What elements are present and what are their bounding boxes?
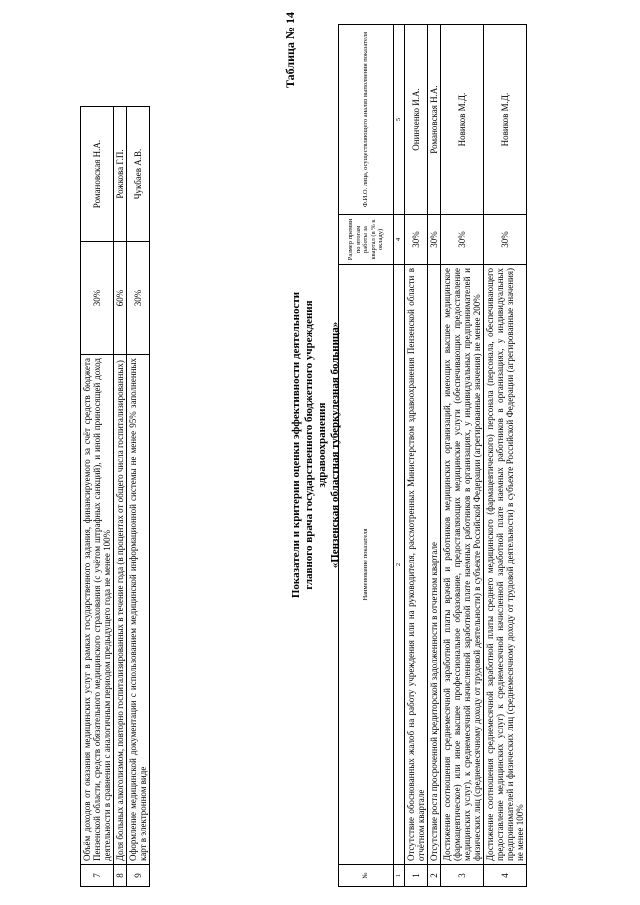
heading-line: главного врача государственного бюджетного учреждения здравоохранения — [303, 300, 328, 590]
col-number: 1 — [394, 865, 405, 887]
table-row — [127, 107, 150, 887]
column-number-row — [394, 25, 405, 887]
responsible-person: Романовская Н.А. — [427, 25, 440, 215]
row-number: 3 — [440, 865, 483, 887]
main-table — [338, 24, 527, 887]
header-bonus: Размер премии по итогам работы за квартал (в % к окладу) — [339, 215, 394, 265]
col-number: 2 — [394, 265, 405, 865]
header-indicator: Наименование показателя — [339, 265, 394, 865]
bonus-percent: 30% — [127, 242, 150, 355]
heading-line: Показатели и критерии оценки эффективности деятельности — [290, 291, 302, 599]
bonus-percent: 30% — [483, 215, 526, 265]
responsible-person: Новиков М.Д. — [440, 25, 483, 215]
table-row — [81, 107, 114, 887]
previous-table — [80, 106, 150, 887]
responsible-person: Новиков М.Д. — [483, 25, 526, 215]
table-heading — [290, 265, 342, 625]
row-number: 2 — [427, 865, 440, 887]
table-row — [404, 25, 427, 887]
table-row — [427, 25, 440, 887]
table-row — [114, 107, 127, 887]
responsible-person: Романовская Н.А. — [81, 107, 114, 242]
responsible-person: Чукбаев А.В. — [127, 107, 150, 242]
responsible-person: Рожкова Г.П. — [114, 107, 127, 242]
row-number: 7 — [81, 865, 114, 887]
row-number: 9 — [127, 865, 150, 887]
indicator-text: Отсутствие роста просроченной кредиторской задолженности в отчетном квартале — [427, 265, 440, 865]
bonus-percent: 30% — [427, 215, 440, 265]
row-number: 1 — [404, 865, 427, 887]
table-header-row — [339, 25, 394, 887]
table-row — [483, 25, 526, 887]
header-num: № — [339, 865, 394, 887]
bonus-percent: 30% — [81, 242, 114, 355]
indicator-text: Объём доходов от оказания медицинских услуг в рамках государственного задания, финансируемого за счёт средств бюджета Пензенской области, средств обязательного медицинского страхования (с учётом штрафных санкций), и иной приносящей доход деятельности в сравнении с аналогичным периодом предыдущего года не менее 100% — [81, 355, 114, 865]
bonus-percent: 60% — [114, 242, 127, 355]
bonus-percent: 30% — [404, 215, 427, 265]
indicator-text: Отсутствие обоснованных жалоб на работу учреждения или на руководителя, рассмотренных Министерством здравоохранения Пензенской области в отчётном квартале — [404, 265, 427, 865]
indicator-text: Достижение соотношения среднемесячной заработной платы врачей и работников медицинских организаций, имеющих высшее медицинское (фармацевтическое) или иное высшее профессиональное образование, предоставляющих медицинские услуги (обеспечивающих предоставление медицинских услуг), к среднемесячной начисленной заработной плате наемных работников в организациях, у индивидуальных предпринимателей и физических лиц (среднемесячному доходу от трудовой деятельности) в субъекте Российской Федерации (агрегированные значения) не менее 200% — [440, 265, 483, 865]
bonus-percent: 30% — [440, 215, 483, 265]
row-number: 4 — [483, 865, 526, 887]
table-number: Таблица № 14 — [283, 12, 297, 89]
indicator-text: Оформление медицинской документации с использованием медицинской информационной системы не менее 95% заполненных карт в электронном виде — [127, 355, 150, 865]
row-number: 8 — [114, 865, 127, 887]
indicator-text: Доля больных алкоголизмом, повторно госпитализированных в течение года (в процентах от общего числа госпитализированных) — [114, 355, 127, 865]
responsible-person: Онинченко И.А. — [404, 25, 427, 215]
col-number: 4 — [394, 215, 405, 265]
indicator-text: Достижение соотношения среднемесячной заработной платы среднего медицинского (фармацевтического) персонала (персонала, обеспечивающего предоставление медицинских услуг) к среднемесячной начисленной заработной плате наемных работников в организациях, у индивидуальных предпринимателей и физических лиц (среднемесячному доходу от трудовой деятельности) в субъекте Российской Федерации (агрегированные значения) не менее 100% — [483, 265, 526, 865]
col-number: 5 — [394, 25, 405, 215]
heading-line: «Пензенская областная туберкулезная больница» — [329, 321, 341, 569]
header-responsible: Ф.И.О. лица, осуществляющего анализ выполнения показателя — [339, 25, 394, 215]
table-row — [440, 25, 483, 887]
